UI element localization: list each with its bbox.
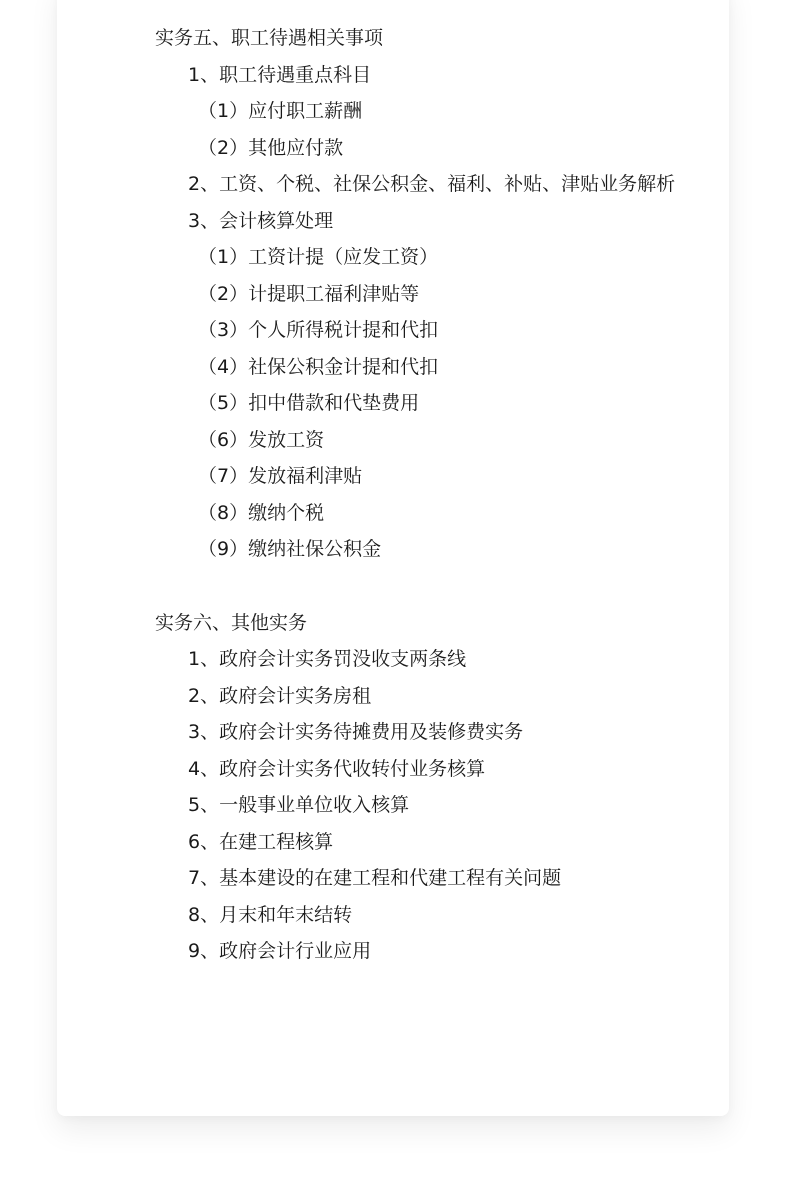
section-6-item-8: 8、月末和年末结转 xyxy=(188,903,353,926)
section-5-item-1-sub-1: （1）应付职工薪酬 xyxy=(198,100,363,122)
section-6-title: 实务六、其他实务 xyxy=(155,611,308,634)
section-5-item-3-sub-8: （8）缴纳个税 xyxy=(198,501,325,524)
section-5-item-1-sub-2: （2）其他应付款 xyxy=(198,136,344,159)
section-6-item-5: 5、一般事业单位收入核算 xyxy=(188,794,410,816)
section-spacer xyxy=(155,568,755,605)
section-5-item-1: 1、职工待遇重点科目 xyxy=(188,63,372,86)
section-6-item-3: 3、政府会计实务待摊费用及装修费实务 xyxy=(188,721,524,743)
section-5-item-3-sub-9: （9）缴纳社保公积金 xyxy=(198,538,382,560)
section-5-title: 实务五、职工待遇相关事项 xyxy=(155,27,384,49)
section-6-item-4: 4、政府会计实务代收转付业务核算 xyxy=(188,757,486,780)
section-5-item-2: 2、工资、个税、社保公积金、福利、补贴、津贴业务解析 xyxy=(188,173,676,195)
section-6-item-6: 6、在建工程核算 xyxy=(188,830,334,853)
section-6-item-9: 9、政府会计行业应用 xyxy=(188,940,372,962)
section-5-item-3-sub-5: （5）扣中借款和代垫费用 xyxy=(198,392,420,414)
section-5-item-3-sub-7: （7）发放福利津贴 xyxy=(198,465,363,487)
section-5-item-3-sub-2: （2）计提职工福利津贴等 xyxy=(198,282,420,305)
section-5-item-3-sub-3: （3）个人所得税计提和代扣 xyxy=(198,319,439,341)
section-5-item-3-sub-1: （1）工资计提（应发工资） xyxy=(198,246,439,268)
section-5-item-3: 3、会计核算处理 xyxy=(188,209,334,232)
section-5-item-3-sub-6: （6）发放工资 xyxy=(198,428,325,451)
outline-content xyxy=(155,20,755,970)
section-6-item-1: 1、政府会计实务罚没收支两条线 xyxy=(188,648,467,670)
section-5-item-3-sub-4: （4）社保公积金计提和代扣 xyxy=(198,355,439,378)
section-6-item-7: 7、基本建设的在建工程和代建工程有关问题 xyxy=(188,867,562,889)
section-6-item-2: 2、政府会计实务房租 xyxy=(188,684,372,707)
